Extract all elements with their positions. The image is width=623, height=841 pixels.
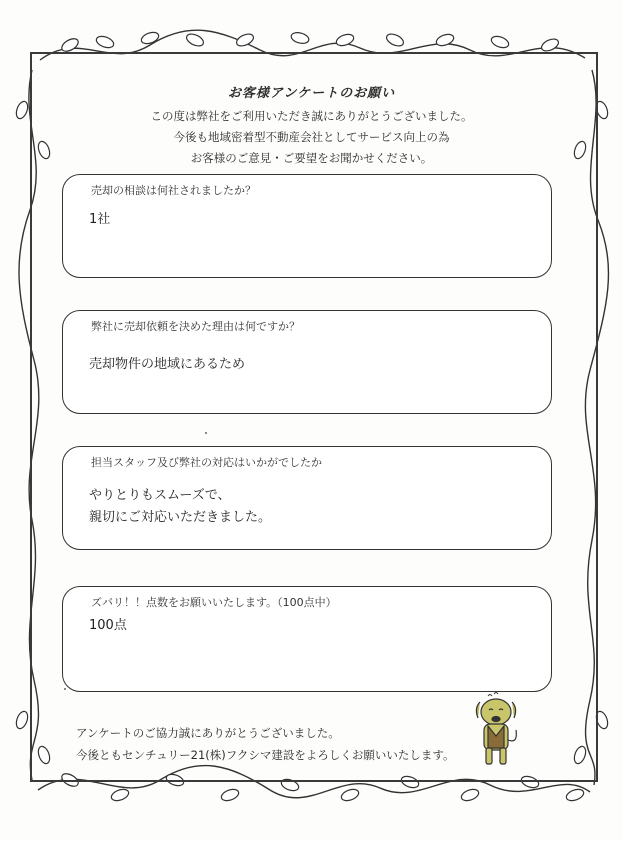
- answer-text: 売却物件の地域にあるため: [89, 357, 246, 372]
- survey-title: お客様アンケートのお願い: [227, 86, 396, 101]
- question-label: ズバリ！！点数をお願いいたします。（100点中）: [91, 596, 337, 609]
- dog-mascot-icon: [470, 692, 522, 772]
- answer-text: 1社: [89, 212, 111, 227]
- question-label: 弊社に売却依頼を決めた理由は何ですか？: [91, 320, 300, 333]
- answer-text: 100点: [89, 618, 127, 633]
- intro-line: この度は弊社をご利用いただき誠にありがとうございました。: [150, 109, 473, 123]
- question-box: [62, 586, 552, 692]
- answer-text: やりとりもスムーズで、: [89, 488, 231, 503]
- closing-line: アンケートのご協力誠にありがとうございました。: [76, 726, 340, 740]
- closing-line: 今後ともセンチュリー21(株)フクシマ建設をよろしくお願いいたします。: [76, 748, 455, 762]
- question-box: [62, 310, 552, 414]
- question-box: [62, 174, 552, 278]
- intro-line: お客様のご意見・ご要望をお聞かせください。: [190, 151, 433, 165]
- scan-speck: [205, 432, 207, 434]
- scan-speck: [64, 688, 66, 690]
- question-box: [62, 446, 552, 550]
- answer-text: 親切にご対応いただきました。: [89, 510, 272, 525]
- intro-text: [0, 106, 623, 169]
- intro-line: 今後も地域密着型不動産会社としてサービス向上の為: [173, 130, 450, 144]
- question-label: 担当スタッフ及び弊社の対応はいかがでしたか: [91, 456, 322, 469]
- closing-text: [76, 722, 455, 766]
- question-label: 売却の相談は何社されましたか？: [91, 184, 256, 197]
